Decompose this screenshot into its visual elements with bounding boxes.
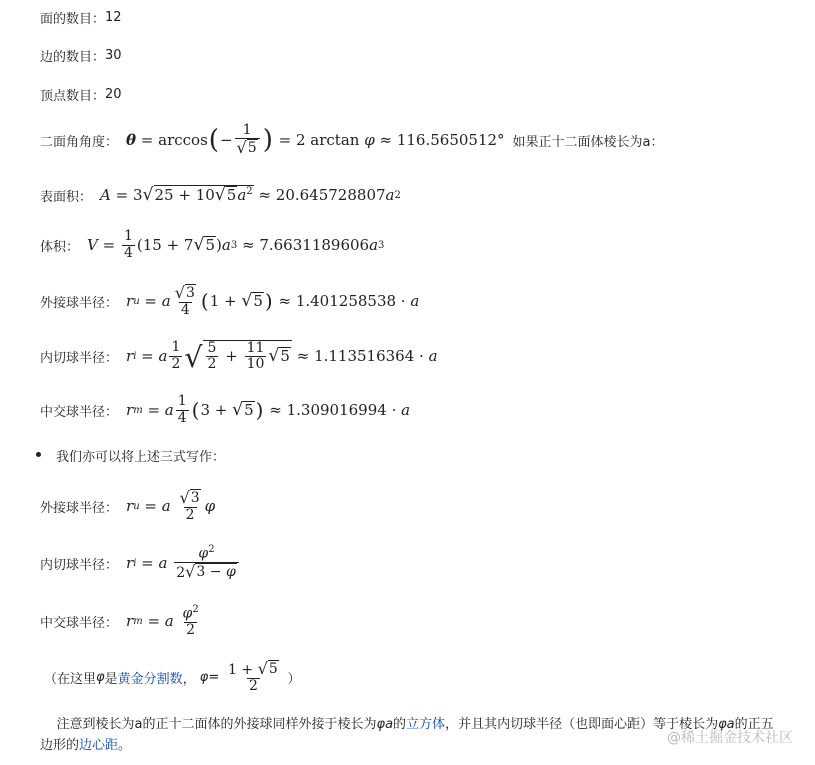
apothem-link[interactable]: 边心距 [79,738,119,753]
inradius-label: 内切球半径： [40,350,119,366]
alt-inradius-formula: r i = a $\varphi^2$ 2 √ 3 − φ [126,544,241,581]
note-prefix: （在这里 [44,671,97,687]
volume-line [40,224,384,266]
circumradius-formula: r u = a √ 3 4 ( 1 + √ 5 ) ≈ 1.401258538 · a [126,282,420,318]
para-phi-a-1: φa [376,717,394,732]
edges-value: 30 [105,48,122,63]
bullet-dot [36,452,41,457]
para-t4: ，并且其内切球半径（也即面心距）等于棱长为 [445,717,719,732]
midradius-value: 1.309016994 [286,401,387,419]
inradius-formula: r i = a $\frac{1}{2}$ √ $\frac{5}{2}$ + $\frac{11}{10}$ √ 5 ≈ 1.113516364 · a [126,339,438,374]
alt-circumradius-label: 外接球半径： [40,500,119,516]
alt-circumradius-formula: r u = a √ 3 2 φ [126,487,216,523]
alt-midradius-formula: r m = a $\frac{\varphi^2}{2}$ [126,603,199,638]
dihedral-formula: θ = arccos ( − 1 √ 5 ) = 2 arctan φ ≈ 116.5650512° [126,121,505,157]
alt-midradius-label: 中交球半径： [40,615,119,631]
circumradius-line [40,278,419,324]
watermark: @稀土掘金技术社区 [667,730,793,746]
inradius-line [40,332,438,380]
inradius-value: 1.113516364 [314,347,415,365]
note-sep: ， [182,671,196,687]
alt-inradius-line [40,538,241,588]
para-t1: 注意到棱长为a的正十二面体的外接球同样外接于棱长为 [56,717,377,732]
dihedral-angle-line [40,118,664,162]
faces-count-line [40,8,122,27]
note-phi: φ [96,669,105,685]
alt-bullet-text: 我们亦可以将上述三式写作： [56,450,226,465]
dihedral-value: 116.5650512° [396,131,505,149]
midradius-label: 中交球半径： [40,404,119,420]
edges-count-line [40,46,122,65]
cube-link[interactable]: 立方体 [406,717,446,732]
surface-label: 表面积： [40,189,93,205]
note-middle: 是 [104,671,118,687]
golden-ratio-note [44,654,301,700]
vertices-label: 顶点数目： [40,89,106,104]
volume-formula: V = $\frac{1}{4}$ (15 + 7 √ 5 ) a 3 ≈ 7.6631189606 a 3 [87,228,385,261]
alt-inradius-label: 内切球半径： [40,557,119,573]
volume-value: 7.6631189606 [259,236,370,254]
circumradius-label: 外接球半径： [40,295,119,311]
volume-label: 体积： [40,239,80,255]
surface-value: 20.645728807 [275,186,386,204]
golden-ratio-link[interactable]: 黄金分割数 [117,671,183,687]
vertices-count-line [40,85,122,104]
alt-midradius-line [40,598,203,644]
para-phi-a-2: φa [718,717,735,732]
para-t3: 的 [393,717,407,732]
midradius-line [40,388,410,432]
dihedral-label: 二面角角度： [40,134,119,150]
vertices-value: 20 [105,87,122,102]
note-close: ） [287,671,301,687]
alt-circumradius-line [40,484,215,528]
surface-area-line [40,176,401,214]
note-phi-eq: φ= [199,669,220,685]
midradius-formula: r m = a $\frac{1}{4}$ ( 3 + √ 5 ) ≈ 1.309016994 · a [126,393,411,426]
alt-forms-bullet [56,446,225,465]
para-t7: 。 [118,738,132,753]
para-t6: 的正五边形的 [40,717,774,753]
circumradius-value: 1.401258538 [295,292,397,310]
golden-ratio-formula: 1 + √ 5 2 [228,658,278,694]
faces-value: 12 [105,10,122,25]
edges-label: 边的数目： [40,50,106,65]
surface-formula: A = 3 √ 25 + 10 √ 5 $a^2$ ≈ 20.645728807 a 2 [100,185,401,206]
faces-label: 面的数目： [40,12,106,27]
dihedral-tail: 如果正十二面体棱长为a： [512,134,664,150]
